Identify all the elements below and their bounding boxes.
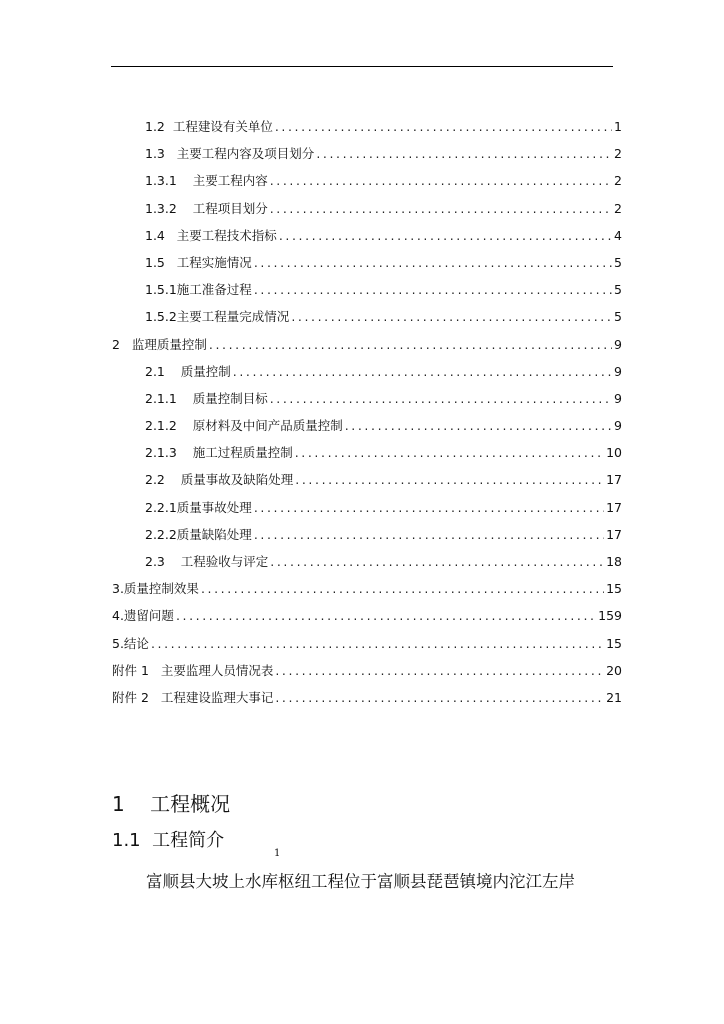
toc-leader-dots (279, 222, 612, 249)
toc-entry[interactable] (145, 113, 622, 140)
toc-entry-page: 4 (614, 227, 622, 243)
toc-entry[interactable] (145, 548, 622, 575)
toc-entry-page: 2 (614, 146, 622, 162)
toc-entry[interactable] (145, 466, 622, 493)
toc-entry-title: 1.3.1 主要工程内容 (145, 173, 268, 189)
toc-leader-dots (345, 412, 612, 439)
toc-entry-title: 2.2.1质量事故处理 (145, 499, 252, 515)
toc-entry-title: 2.1 质量控制 (145, 363, 231, 379)
toc-entry-page: 17 (606, 526, 622, 542)
toc-entry[interactable] (112, 331, 622, 358)
toc-entry-page: 17 (606, 499, 622, 515)
toc-entry-page: 2 (614, 173, 622, 189)
toc-entry-title: 1.5 工程实施情况 (145, 254, 252, 270)
toc-leader-dots (254, 521, 604, 548)
toc-entry-title: 2.1.2 原材料及中间产品质量控制 (145, 418, 343, 434)
toc-entry-page: 15 (606, 581, 622, 597)
toc-entry-title: 1.4 主要工程技术指标 (145, 227, 277, 243)
toc-entry-title: 2.2.2质量缺陷处理 (145, 526, 252, 542)
toc-entry-page: 10 (606, 445, 622, 461)
toc-entry-title: 附件 1 主要监理人员情况表 (112, 662, 274, 678)
toc-leader-dots (254, 276, 612, 303)
toc-entry[interactable] (112, 657, 622, 684)
toc-entry-page: 5 (614, 282, 622, 298)
section-heading: 1 工程概况 (112, 792, 231, 816)
toc-leader-dots (176, 602, 596, 629)
toc-leader-dots (270, 167, 612, 194)
toc-entry-title: 1.5.1施工准备过程 (145, 282, 252, 298)
toc-entry[interactable] (145, 521, 622, 548)
toc-entry-title: 5.结论 (112, 635, 149, 651)
toc-entry[interactable] (112, 630, 622, 657)
toc-entry-title: 附件 2 工程建设监理大事记 (112, 689, 274, 705)
toc-leader-dots (209, 331, 612, 358)
toc-leader-dots (275, 113, 612, 140)
toc-entry[interactable] (145, 494, 622, 521)
subsection-heading: 1.1 工程简介 (112, 830, 225, 851)
toc-entry[interactable] (145, 249, 622, 276)
toc-entry-page: 9 (614, 336, 622, 352)
toc-entry[interactable] (145, 140, 622, 167)
toc-leader-dots (270, 385, 612, 412)
toc-leader-dots (270, 548, 604, 575)
toc-entry-page: 20 (606, 662, 622, 678)
toc-entry[interactable] (145, 385, 622, 412)
page-number: 1 (274, 848, 281, 859)
toc-leader-dots (201, 575, 604, 602)
toc-leader-dots (151, 630, 604, 657)
toc-entry[interactable] (145, 167, 622, 194)
toc-entry-title: 2.2 质量事故及缺陷处理 (145, 472, 294, 488)
toc-entry[interactable] (145, 276, 622, 303)
toc-entry[interactable] (112, 575, 622, 602)
toc-entry-title: 4.遗留问题 (112, 608, 174, 624)
toc-entry-page: 1 (614, 119, 622, 134)
toc-leader-dots (275, 684, 604, 711)
toc-entry-page: 9 (614, 418, 622, 434)
toc-entry-page: 159 (598, 608, 622, 624)
toc-entry-page: 5 (614, 254, 622, 270)
toc-entry-title: 2 监理质量控制 (112, 336, 207, 352)
toc-entry-title: 1.3 主要工程内容及项目划分 (145, 146, 315, 162)
toc-entry-title: 3.质量控制效果 (112, 581, 199, 597)
toc-entry[interactable] (112, 684, 622, 711)
toc-entry[interactable] (145, 195, 622, 222)
toc-leader-dots (295, 466, 604, 493)
toc-entry-title: 1.5.2主要工程量完成情况 (145, 309, 290, 325)
toc-entry-title: 2.1.3 施工过程质量控制 (145, 445, 293, 461)
toc-leader-dots (233, 358, 612, 385)
body-paragraph: 富顺县大坡上水库枢纽工程位于富顺县琵琶镇境内沱江左岸 (146, 872, 575, 891)
header-rule (111, 66, 613, 67)
toc-entry-title: 1.2 工程建设有关单位 (145, 119, 273, 134)
toc-leader-dots (316, 140, 612, 167)
toc-entry-page: 2 (614, 200, 622, 216)
toc-entry[interactable] (145, 303, 622, 330)
toc-leader-dots (275, 657, 604, 684)
toc-entry[interactable] (145, 358, 622, 385)
toc-entry-page: 18 (606, 554, 622, 569)
table-of-contents (0, 113, 724, 711)
toc-leader-dots (254, 249, 612, 276)
toc-leader-dots (270, 195, 612, 222)
toc-entry[interactable] (112, 602, 622, 629)
toc-entry-title: 1.3.2 工程项目划分 (145, 200, 268, 216)
toc-entry-page: 17 (606, 472, 622, 488)
toc-entry[interactable] (145, 439, 622, 466)
toc-entry[interactable] (145, 412, 622, 439)
toc-leader-dots (295, 439, 604, 466)
toc-entry[interactable] (145, 222, 622, 249)
toc-leader-dots (254, 494, 604, 521)
toc-entry-page: 5 (614, 309, 622, 325)
toc-entry-title: 2.1.1 质量控制目标 (145, 390, 268, 406)
toc-leader-dots (291, 303, 612, 330)
toc-entry-page: 9 (614, 390, 622, 406)
toc-entry-page: 9 (614, 363, 622, 379)
toc-entry-title: 2.3 工程验收与评定 (145, 554, 269, 569)
toc-entry-page: 15 (606, 635, 622, 651)
toc-entry-page: 21 (606, 689, 622, 705)
